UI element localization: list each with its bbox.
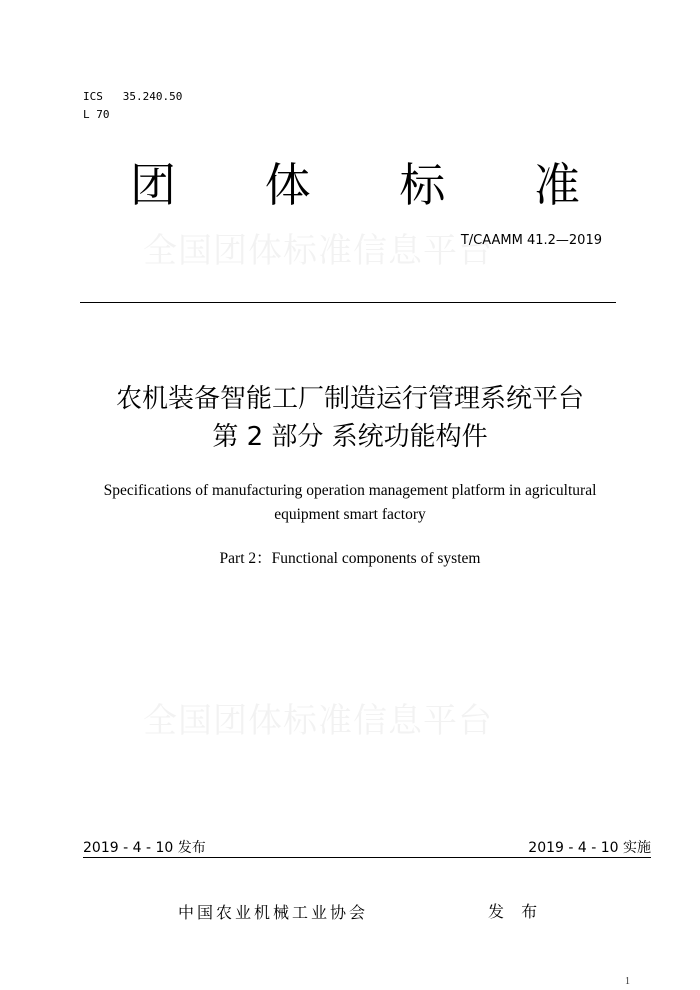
ccs-code: L 70 (83, 108, 110, 121)
watermark-middle: 全国团体标准信息平台 (143, 701, 493, 741)
implementation-date: 2019 - 4 - 10 实施 (528, 840, 651, 856)
standard-type-char: 准 (533, 158, 580, 212)
standard-type-char: 体 (264, 158, 311, 212)
header-divider (80, 302, 616, 303)
publisher-org: 中国农业机械工业协会 (178, 903, 369, 922)
standard-type-char: 团 (130, 158, 176, 212)
title-en-line1: Specifications of manufacturing operation management platform in agricultural (103, 482, 597, 499)
classification-codes (83, 88, 182, 124)
ics-code: ICS 35.240.50 (83, 90, 183, 103)
standard-type-char: 标 (399, 158, 446, 212)
page-number: 1 (625, 976, 630, 987)
watermark-top: 全国团体标准信息平台 (143, 231, 493, 271)
publish-label: 发 布 (488, 902, 544, 921)
title-en-line2: equipment smart factory (274, 506, 426, 523)
title-zh-line2: 第 2 部分 系统功能构件 (212, 422, 488, 452)
date-divider (83, 857, 651, 858)
standard-type-heading (130, 157, 580, 213)
release-date: 2019 - 4 - 10 发布 (83, 840, 206, 856)
title-zh-line1: 农机装备智能工厂制造运行管理系统平台 (115, 384, 584, 414)
title-en-part: Part 2：Functional components of system (219, 550, 481, 567)
standard-code: T/CAAMM 41.2—2019 (460, 233, 602, 248)
